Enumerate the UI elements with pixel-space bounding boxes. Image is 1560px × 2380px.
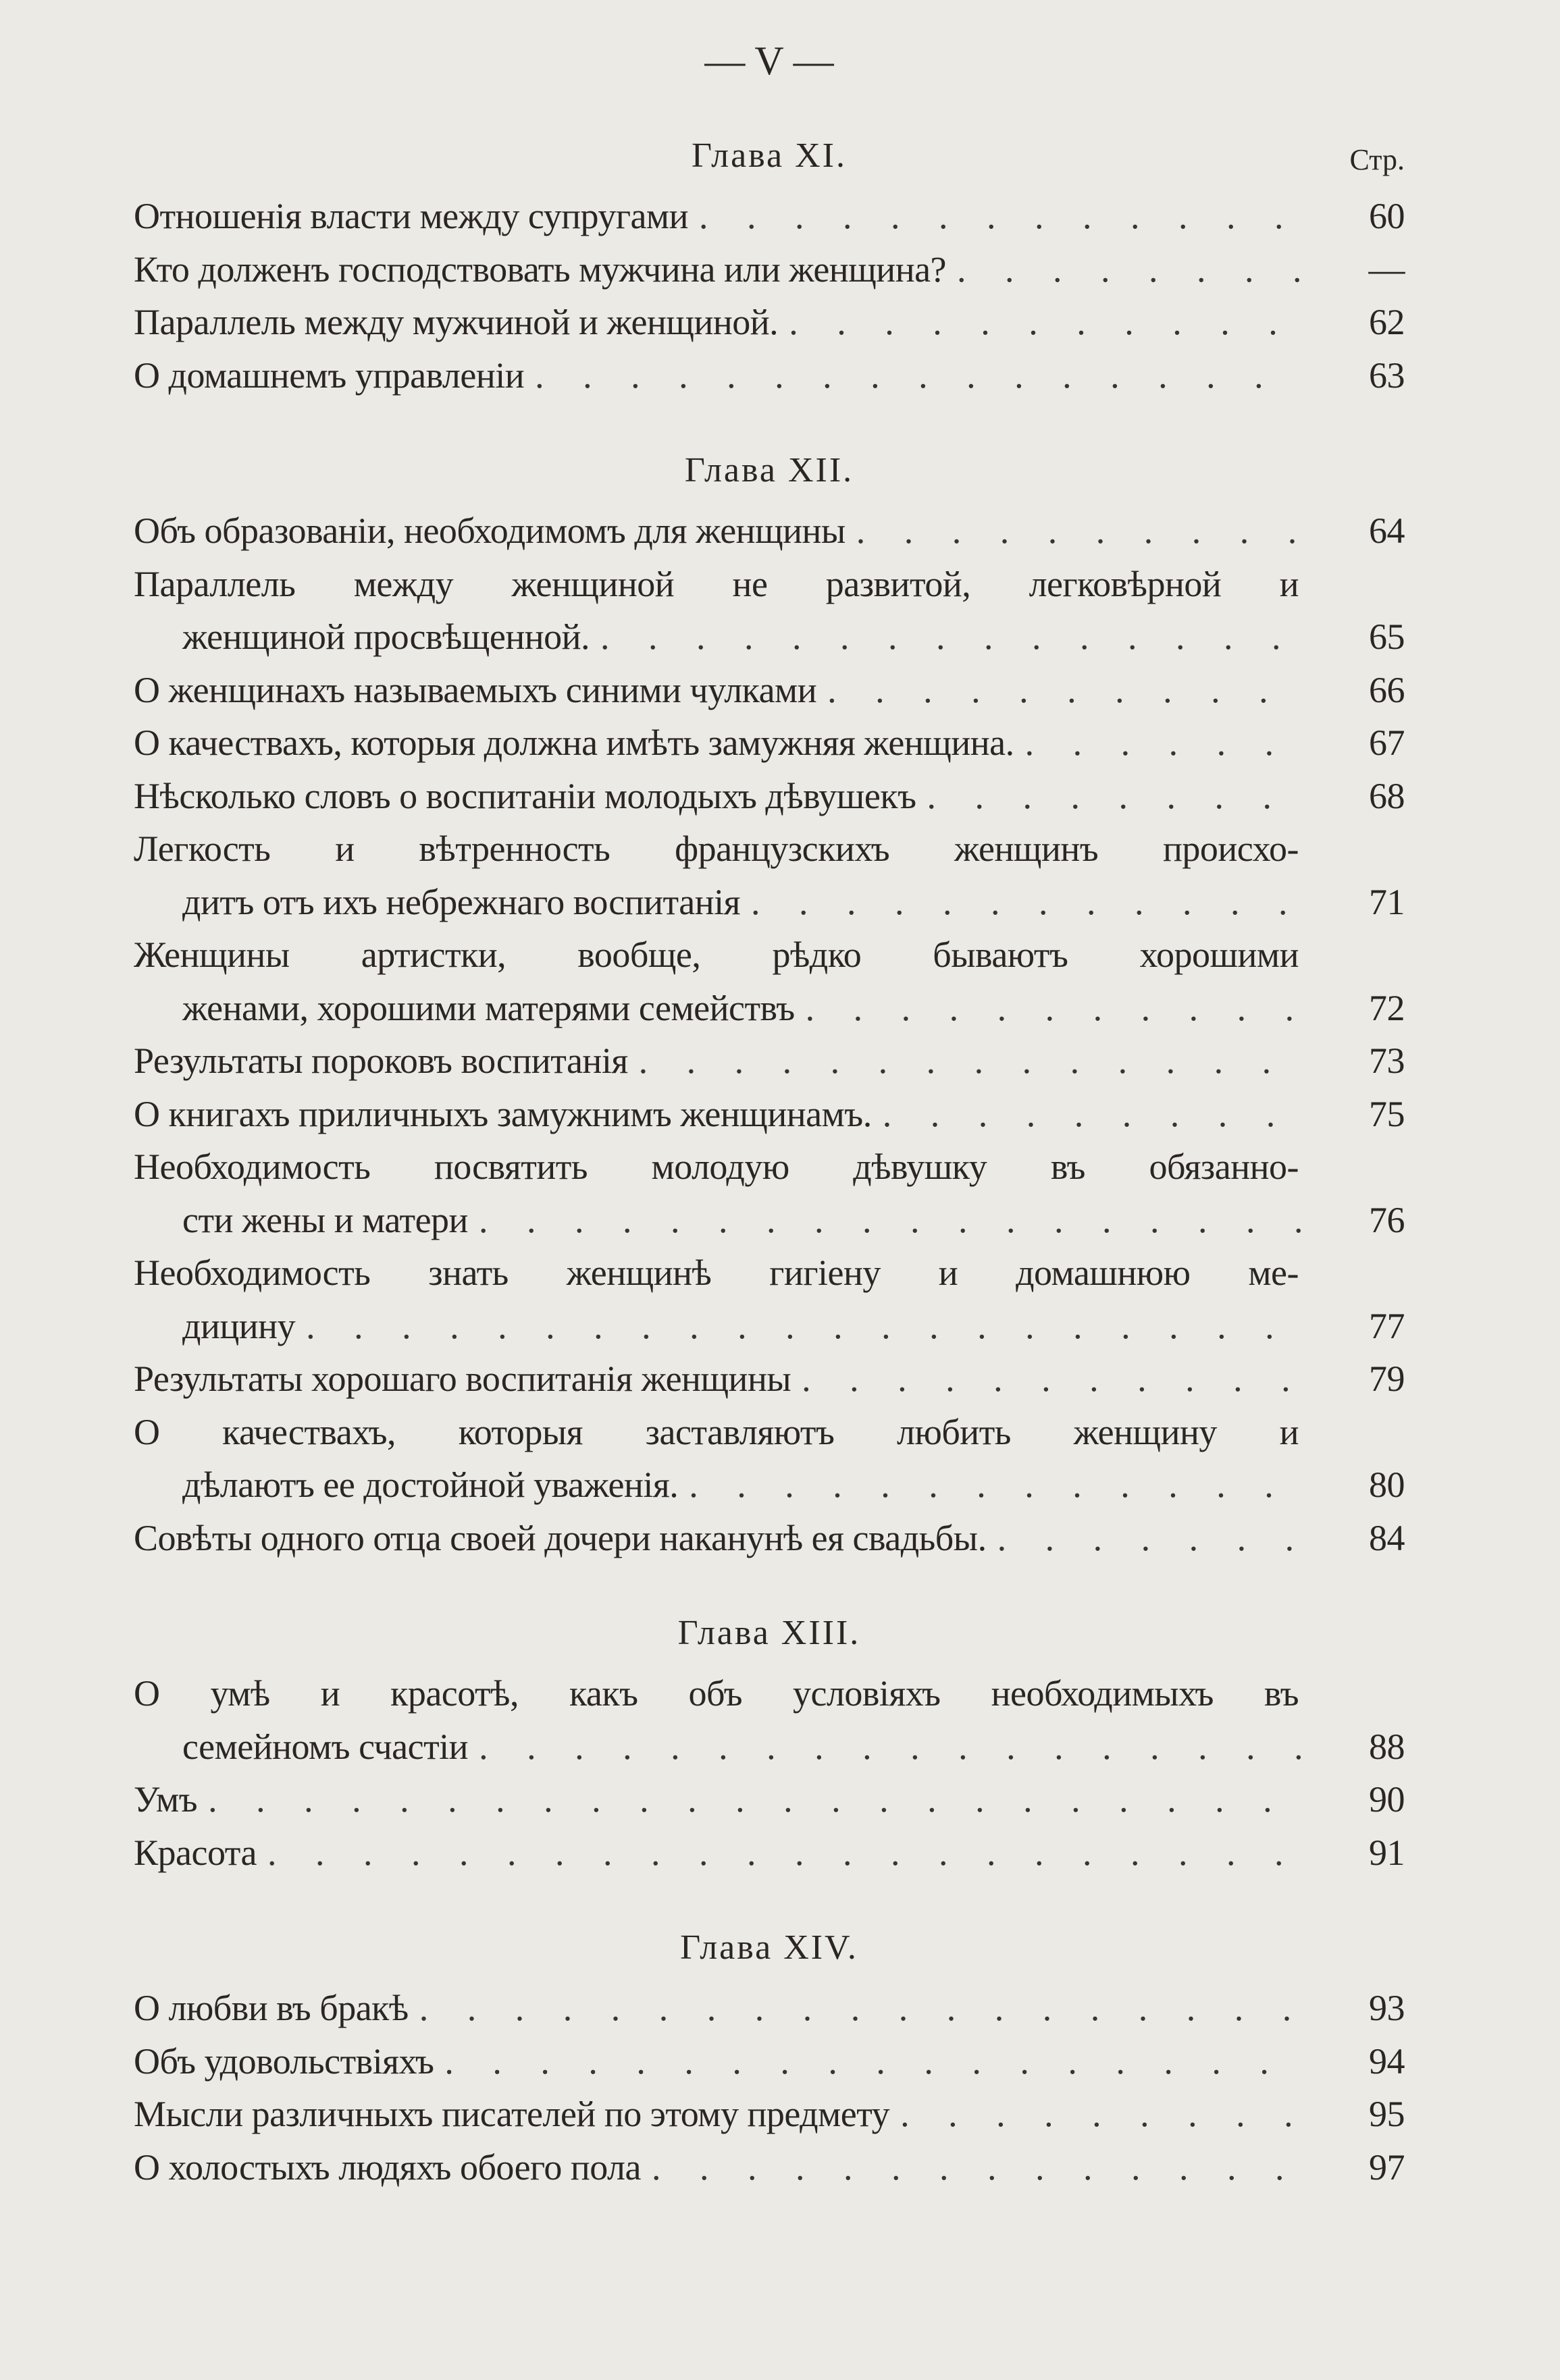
chapter-title: Глава XIV. xyxy=(680,1928,858,1967)
toc-entry-line xyxy=(134,1826,1405,1880)
toc-entry-line xyxy=(134,1406,1405,1459)
toc-entry-line xyxy=(134,1773,1405,1826)
entry-title: О книгахъ приличныхъ замужнимъ женщинамъ. xyxy=(134,1093,872,1134)
dot-leader xyxy=(641,2141,1303,2194)
dot-leader xyxy=(846,504,1303,558)
entry-title: Результаты хорошаго воспитанія женщины xyxy=(134,1358,791,1399)
chapter-title: Глава XIII. xyxy=(677,1614,861,1652)
entry-title: Объ образованіи, необходимомъ для женщины xyxy=(134,510,846,551)
page-column-label: Стр. xyxy=(1349,143,1405,176)
toc-entry-line xyxy=(134,504,1405,558)
page-number: 94 xyxy=(1369,2040,1405,2082)
entry-title: женами, хорошими матерями семействъ xyxy=(182,987,795,1028)
page-number: 60 xyxy=(1369,196,1405,236)
entry-title: О качествахъ, которыя должна имѣть замужняя женщина. xyxy=(134,722,1014,763)
page-number: 90 xyxy=(1369,1779,1405,1820)
toc-entry-line xyxy=(134,190,1405,243)
entry-title: О любви въ бракѣ xyxy=(134,1988,409,2028)
toc-entry-line xyxy=(134,1088,1405,1141)
chapter-heading xyxy=(134,122,1405,190)
chapter-heading xyxy=(134,1914,1405,1982)
toc-entry-line xyxy=(134,664,1405,717)
chapter-title: Глава XII. xyxy=(684,451,854,490)
page-number: 68 xyxy=(1369,775,1405,816)
page-number: 91 xyxy=(1369,1832,1405,1873)
entry-title: дитъ отъ ихъ небрежнаго воспитанія xyxy=(182,881,740,922)
page-number: 73 xyxy=(1369,1040,1405,1081)
toc-entry-line xyxy=(134,1194,1405,1247)
toc-entry-line xyxy=(134,1458,1405,1512)
toc-entry-line xyxy=(134,2141,1405,2194)
toc-entry-line xyxy=(134,1667,1405,1720)
dot-leader xyxy=(524,349,1303,402)
page-number: 93 xyxy=(1369,1988,1405,2028)
dot-leader xyxy=(590,610,1303,664)
toc-entry-line xyxy=(134,349,1405,402)
dot-leader xyxy=(778,296,1303,349)
toc-entry-line xyxy=(134,928,1405,982)
page-number: 95 xyxy=(1369,2094,1405,2134)
toc-section xyxy=(134,437,1405,1564)
entry-title: О умѣ и красотѣ, какъ объ условіяхъ необходимыхъ въ xyxy=(134,1673,1299,1714)
toc-entry-line xyxy=(134,876,1405,929)
entry-title: Умъ xyxy=(134,1779,198,1820)
entry-title: Красота xyxy=(134,1832,257,1873)
dot-leader xyxy=(987,1512,1303,1565)
dot-leader xyxy=(434,2035,1303,2088)
entry-title: Параллель между мужчиной и женщиной. xyxy=(134,302,779,342)
toc-entry-line xyxy=(134,2035,1405,2088)
dot-leader xyxy=(795,982,1303,1035)
toc-entry-line xyxy=(134,1034,1405,1088)
toc-entry-line xyxy=(134,770,1405,823)
toc-entry-line xyxy=(134,1352,1405,1406)
page-number: 63 xyxy=(1369,354,1405,396)
entry-title: Объ удовольствіяхъ xyxy=(134,2040,434,2082)
entry-title: Отношенія власти между супругами xyxy=(134,196,688,236)
toc-entry-line xyxy=(134,610,1405,664)
entry-title: О домашнемъ управленіи xyxy=(134,354,525,396)
toc-entry-line xyxy=(134,296,1405,349)
page-number: 97 xyxy=(1369,2146,1405,2188)
toc-entry-line xyxy=(134,716,1405,770)
entry-title: сти жены и матери xyxy=(182,1199,468,1240)
toc-entry-line xyxy=(134,822,1405,876)
chapter-title: Глава XI. xyxy=(692,136,847,175)
entry-title: Кто долженъ господствовать мужчина или женщина? xyxy=(134,248,947,290)
toc-entry-line xyxy=(134,1140,1405,1194)
entry-title: женщиной просвѣщенной. xyxy=(182,616,590,657)
table-of-contents-page xyxy=(134,0,1405,2194)
dot-leader xyxy=(409,1982,1303,2035)
dot-leader xyxy=(816,664,1303,717)
dot-leader xyxy=(791,1352,1303,1406)
chapter-heading xyxy=(134,1599,1405,1667)
entry-title: Женщины артистки, вообще, рѣдко бываютъ хорошими xyxy=(134,934,1299,975)
page-number: 66 xyxy=(1369,669,1405,710)
page-number: 71 xyxy=(1369,881,1405,922)
entry-title: Необходимость знать женщинѣ гигіену и домашнюю ме- xyxy=(134,1252,1299,1293)
toc-entry-line xyxy=(134,558,1405,611)
toc-entry-line xyxy=(134,1720,1405,1774)
entry-title: О качествахъ, которыя заставляютъ любить женщину и xyxy=(134,1411,1299,1452)
toc-entry-line xyxy=(134,982,1405,1035)
chapter-heading xyxy=(134,437,1405,504)
toc-entry-line xyxy=(134,243,1405,296)
page-number: 80 xyxy=(1369,1464,1405,1505)
entry-title: Необходимость посвятить молодую дѣвушку въ обязанно- xyxy=(134,1146,1299,1187)
dot-leader xyxy=(628,1034,1303,1088)
entry-title: Мысли различныхъ писателей по этому предмету xyxy=(134,2094,890,2134)
page-number: 65 xyxy=(1369,616,1405,657)
toc-entry-line xyxy=(134,1246,1405,1300)
dot-leader xyxy=(295,1300,1303,1353)
entry-title: Совѣты одного отца своей дочери наканунѣ ея свадьбы. xyxy=(134,1517,987,1558)
dot-leader xyxy=(468,1720,1303,1774)
entry-title: О холостыхъ людяхъ обоего пола xyxy=(134,2146,641,2188)
entry-title: Результаты пороковъ воспитанія xyxy=(134,1040,628,1081)
dot-leader xyxy=(740,876,1303,929)
dot-leader xyxy=(916,770,1303,823)
dot-leader xyxy=(872,1088,1303,1141)
page-number: 72 xyxy=(1369,987,1405,1028)
dot-leader xyxy=(1014,716,1303,770)
toc-entry-line xyxy=(134,2088,1405,2141)
dot-leader xyxy=(889,2088,1303,2141)
toc-section xyxy=(134,122,1405,402)
dot-leader xyxy=(468,1194,1303,1247)
page-number: 79 xyxy=(1369,1358,1405,1399)
page-number: 62 xyxy=(1369,302,1405,342)
entry-title: О женщинахъ называемыхъ синими чулками xyxy=(134,669,817,710)
page-number: 77 xyxy=(1369,1305,1405,1346)
entry-title: Легкость и вѣтренность французскихъ женщинъ происхо- xyxy=(134,828,1299,869)
toc-entry-line xyxy=(134,1300,1405,1353)
page-folio: — V — xyxy=(704,38,834,83)
toc-entry-line xyxy=(134,1982,1405,2035)
page-number: — xyxy=(1368,248,1405,290)
page-number: 64 xyxy=(1369,510,1405,551)
page-number: 67 xyxy=(1369,722,1405,763)
entry-title: Параллель между женщиной не развитой, легковѣрной и xyxy=(134,563,1299,604)
dot-leader xyxy=(257,1826,1303,1880)
page-number: 75 xyxy=(1369,1093,1405,1134)
entry-title: дѣлаютъ ее достойной уваженія. xyxy=(182,1464,679,1505)
entry-title: дицину xyxy=(182,1305,296,1346)
toc-section xyxy=(134,1599,1405,1879)
page-number: 88 xyxy=(1369,1726,1405,1767)
dot-leader xyxy=(678,1458,1303,1512)
dot-leader xyxy=(197,1773,1303,1826)
toc-body xyxy=(134,122,1405,2194)
toc-section xyxy=(134,1914,1405,2194)
page-number: 84 xyxy=(1369,1517,1405,1558)
dot-leader xyxy=(946,243,1303,296)
page-number: 76 xyxy=(1369,1199,1405,1240)
entry-title: Нѣсколько словъ о воспитаніи молодыхъ дѣвушекъ xyxy=(134,775,916,816)
entry-title: семейномъ счастіи xyxy=(182,1726,469,1767)
toc-entry-line xyxy=(134,1512,1405,1565)
dot-leader xyxy=(688,190,1303,243)
